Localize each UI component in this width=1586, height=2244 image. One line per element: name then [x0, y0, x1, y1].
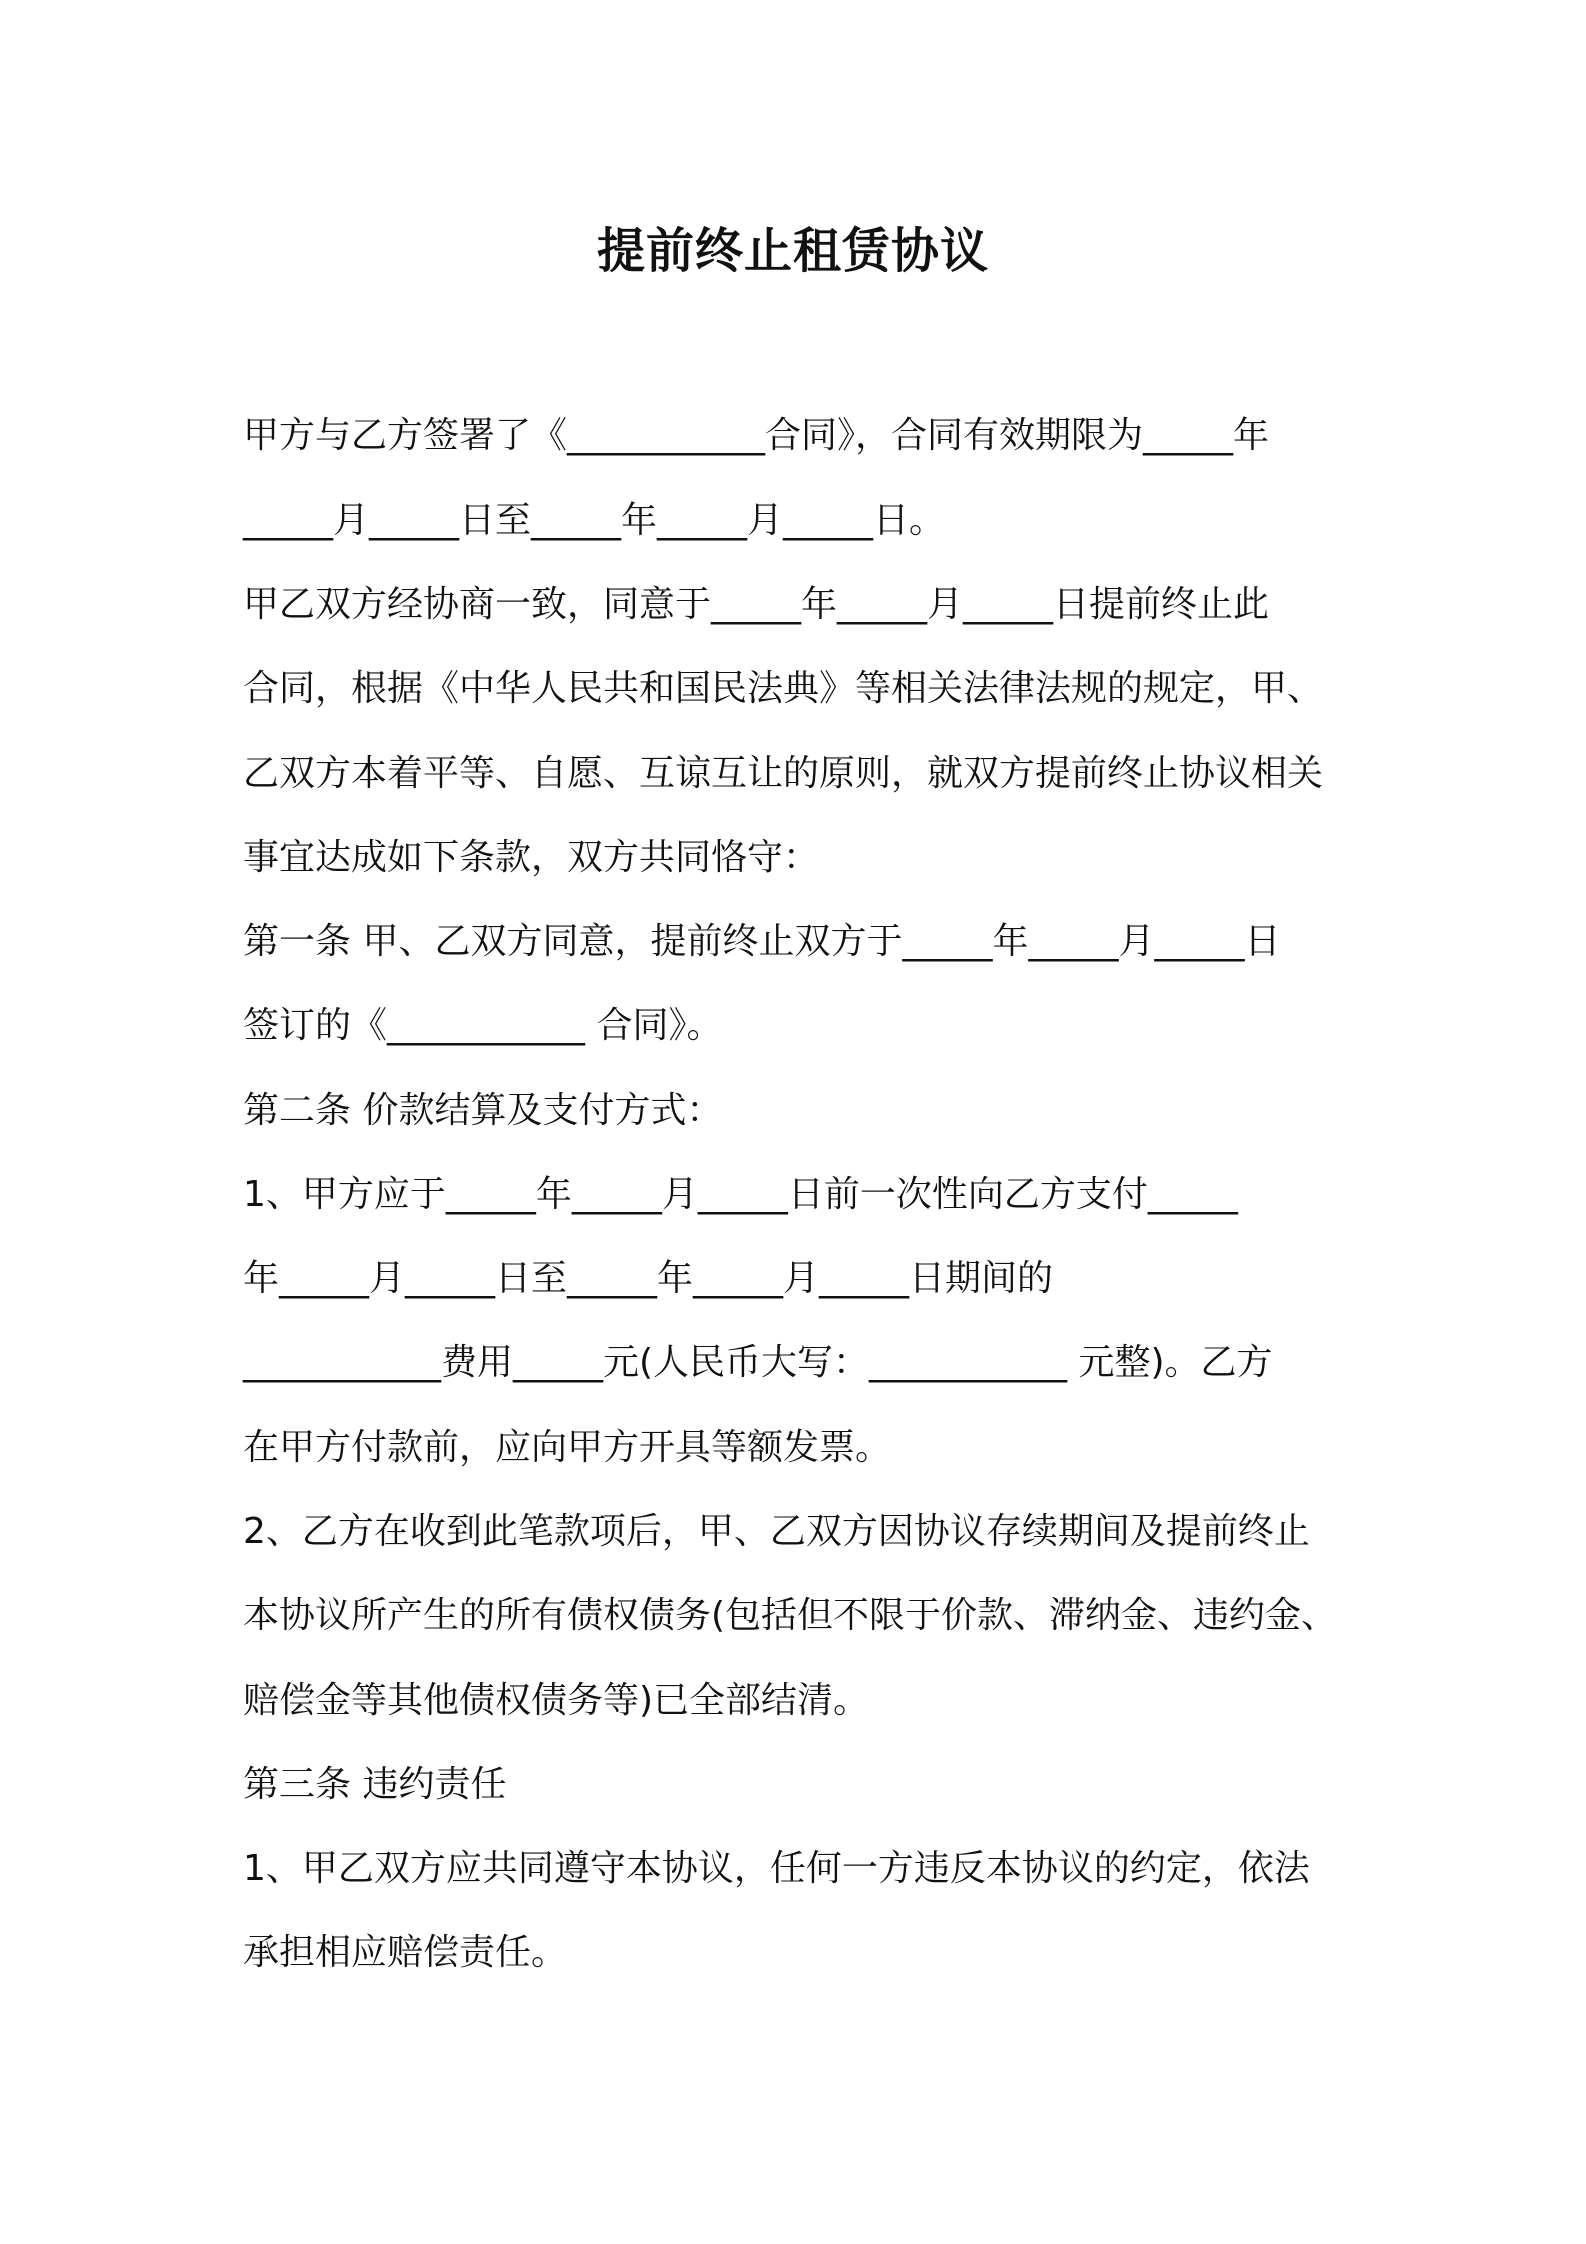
paragraph-line-2: _____月_____日至_____年_____月_____日。	[243, 500, 945, 541]
article-2-heading: 第二条 价款结算及支付方式：	[243, 1090, 723, 1131]
article-2-item-2-line-3: 赔偿金等其他债权债务等)已全部结清。	[243, 1680, 870, 1721]
article-2-item-2-line-1: 2、乙方在收到此笔款项后，甲、乙双方因协议存续期间及提前终止	[243, 1511, 1310, 1552]
article-2-item-2-line-2: 本协议所产生的所有债权债务(包括但不限于价款、滞纳金、违约金、	[243, 1595, 1338, 1636]
document-title: 提前终止租赁协议	[596, 223, 989, 279]
paragraph-line-3: 甲乙双方经协商一致，同意于_____年_____月_____日提前终止此	[243, 584, 1270, 625]
article-2-item-1-line-2: 年_____月_____日至_____年_____月_____日期间的	[243, 1258, 1054, 1299]
article-2-item-1-line-1: 1、甲方应于_____年_____月_____日前一次性向乙方支付_____	[243, 1174, 1238, 1215]
article-3-heading: 第三条 违约责任	[243, 1764, 507, 1805]
paragraph-line-4: 合同，根据《中华人民共和国民法典》等相关法律法规的规定，甲、	[243, 668, 1324, 709]
paragraph-line-1: 甲方与乙方签署了《___________合同》，合同有效期限为_____年	[243, 415, 1270, 456]
article-2-item-1-line-3: ___________费用_____元(人民币大写：___________ 元整)。乙方	[243, 1342, 1273, 1383]
article-1-line-1: 第一条 甲、乙双方同意，提前终止双方于_____年_____月_____日	[243, 921, 1281, 962]
article-1-line-2: 签订的《___________ 合同》。	[243, 1005, 723, 1046]
article-3-item-1-line-2: 承担相应赔偿责任。	[243, 1932, 568, 1973]
article-3-item-1-line-1: 1、甲乙双方应共同遵守本协议，任何一方违反本协议的约定，依法	[243, 1848, 1310, 1889]
paragraph-line-6: 事宜达成如下条款，双方共同恪守：	[243, 837, 820, 878]
article-2-item-1-line-4: 在甲方付款前，应向甲方开具等额发票。	[243, 1427, 892, 1468]
paragraph-line-5: 乙双方本着平等、自愿、互谅互让的原则，就双方提前终止协议相关	[243, 753, 1324, 794]
